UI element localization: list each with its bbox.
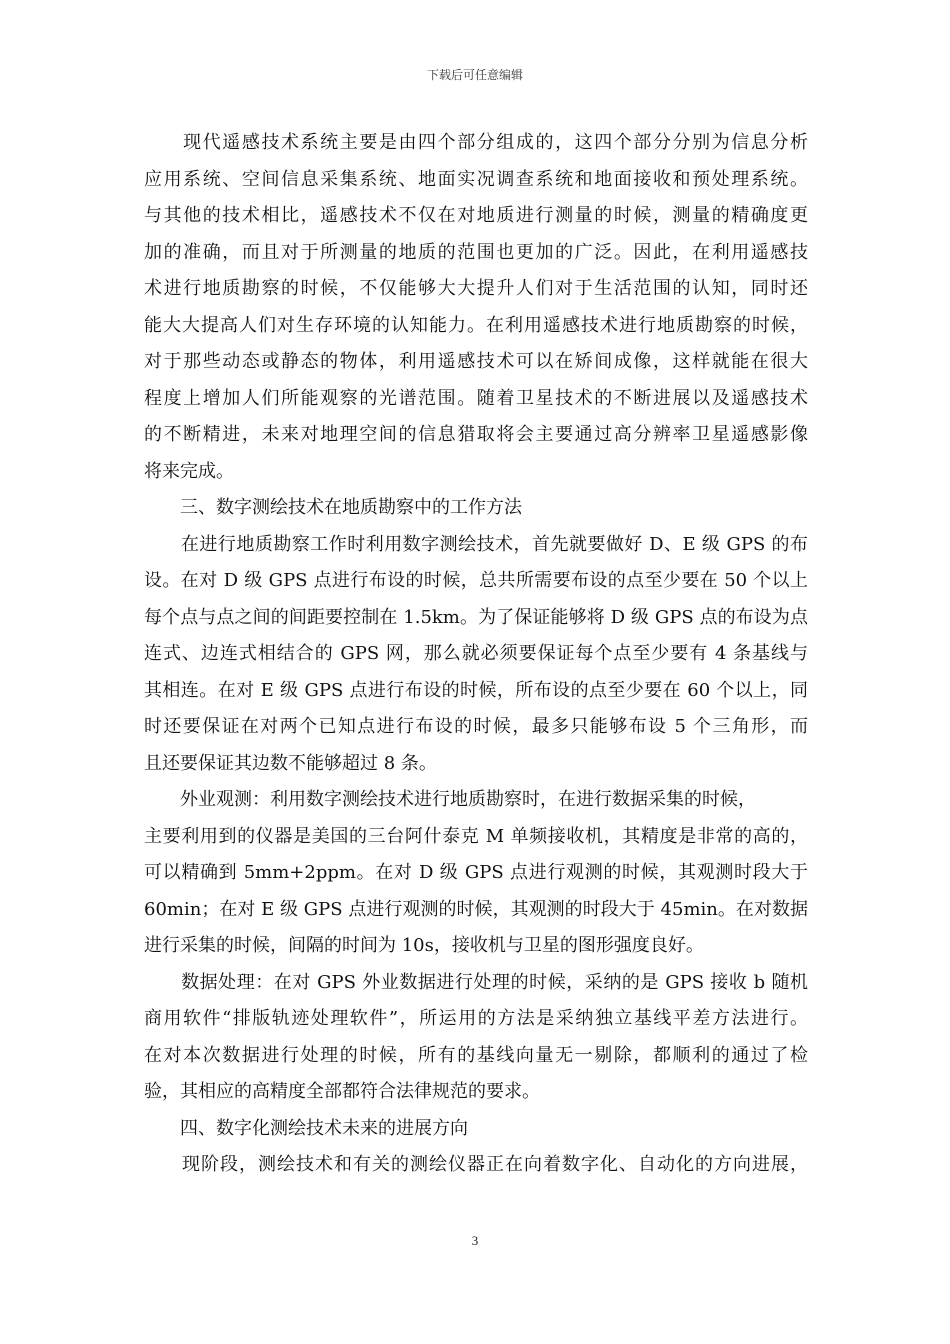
text-line: 验，其相应的高精度全部都符合法律规范的要求。 (144, 1081, 540, 1102)
text-line: 能大大提高人们对生存环境的认知能力。在利用遥感技术进行地质勘察的时候， (144, 314, 808, 336)
text-line: 现代遥感技术系统主要是由四个部分组成的，这四个部分分别为信息分析 (144, 132, 808, 153)
text-line: 现阶段，测绘技术和有关的测绘仪器正在向着数字化、自动化的方向进展， (144, 1154, 808, 1175)
text-line: 可以精确到 5mm+2ppm。在对 D 级 GPS 点进行观测的时候，其观测时段大于 (144, 862, 808, 883)
text-line: 主要利用到的仪器是美国的三台阿什泰克 M 单频接收机，其精度是非常的高的， (144, 825, 808, 847)
text-line: 将来完成。 (144, 460, 234, 482)
text-line: 在进行地质勘察工作时利用数字测绘技术，首先就要做好 D、E 级 GPS 的布 (144, 533, 808, 555)
text-line: 程度上增加人们所能观察的光谱范围。随着卫星技术的不断进展以及遥感技术 (144, 387, 808, 409)
section-heading: 四、数字化测绘技术未来的进展方向 (144, 1117, 468, 1139)
text-line: 连式、边连式相结合的 GPS 网，那么就必须要保证每个点至少要有 4 条基线与 (144, 643, 808, 664)
page-number: 3 (471, 1233, 479, 1248)
document-body (144, 125, 808, 1184)
text-line: 其相连。在对 E 级 GPS 点进行布设的时候，所布设的点至少要在 60 个以上，同 (144, 679, 808, 701)
text-line: 的不断精进，未来对地理空间的信息猎取将会主要通过高分辨率卫星遥感影像 (144, 424, 808, 445)
text-line: 对于那些动态或静态的物体，利用遥感技术可以在矫间成像，这样就能在很大 (144, 351, 808, 372)
text-line: 在对本次数据进行处理的时候，所有的基线向量无一剔除，都顺利的通过了检 (144, 1044, 808, 1066)
section-heading: 三、数字测绘技术在地质勘察中的工作方法 (144, 497, 522, 518)
text-line: 术进行地质勘察的时候，不仅能够大大提升人们对于生活范围的认知，同时还 (144, 278, 808, 299)
text-line: 数据处理：在对 GPS 外业数据进行处理的时候，采纳的是 GPS 接收 b 随机 (144, 971, 808, 993)
text-line: 且还要保证其边数不能够超过 8 条。 (144, 752, 437, 774)
text-line: 加的准确，而且对于所测量的地质的范围也更加的广泛。因此，在利用遥感技 (144, 241, 808, 263)
text-line: 设。在对 D 级 GPS 点进行布设的时候，总共所需要布设的点至少要在 50 个以上 (144, 570, 808, 591)
text-line: 进行采集的时候，间隔的时间为 10s，接收机与卫星的图形强度良好。 (144, 935, 704, 956)
text-line: 商用软件“排版轨迹处理软件”，所运用的方法是采纳独立基线平差方法进行。 (144, 1008, 808, 1029)
text-line: 外业观测：利用数字测绘技术进行地质勘察时，在进行数据采集的时候， (144, 789, 756, 810)
text-line: 每个点与点之间的间距要控制在 1.5km。为了保证能够将 D 级 GPS 点的布设为点 (144, 606, 808, 628)
text-line: 时还要保证在对两个已知点进行布设的时候，最多只能够布设 5 个三角形，而 (144, 716, 808, 737)
text-line: 应用系统、空间信息采集系统、地面实况调查系统和地面接收和预处理系统。 (144, 168, 808, 190)
page-header: 下载后可任意编辑 (426, 68, 523, 82)
text-line: 60min；在对 E 级 GPS 点进行观测的时候，其观测的时段大于 45min。在对数据 (144, 898, 808, 920)
text-line: 与其他的技术相比，遥感技术不仅在对地质进行测量的时候，测量的精确度更 (144, 205, 808, 226)
